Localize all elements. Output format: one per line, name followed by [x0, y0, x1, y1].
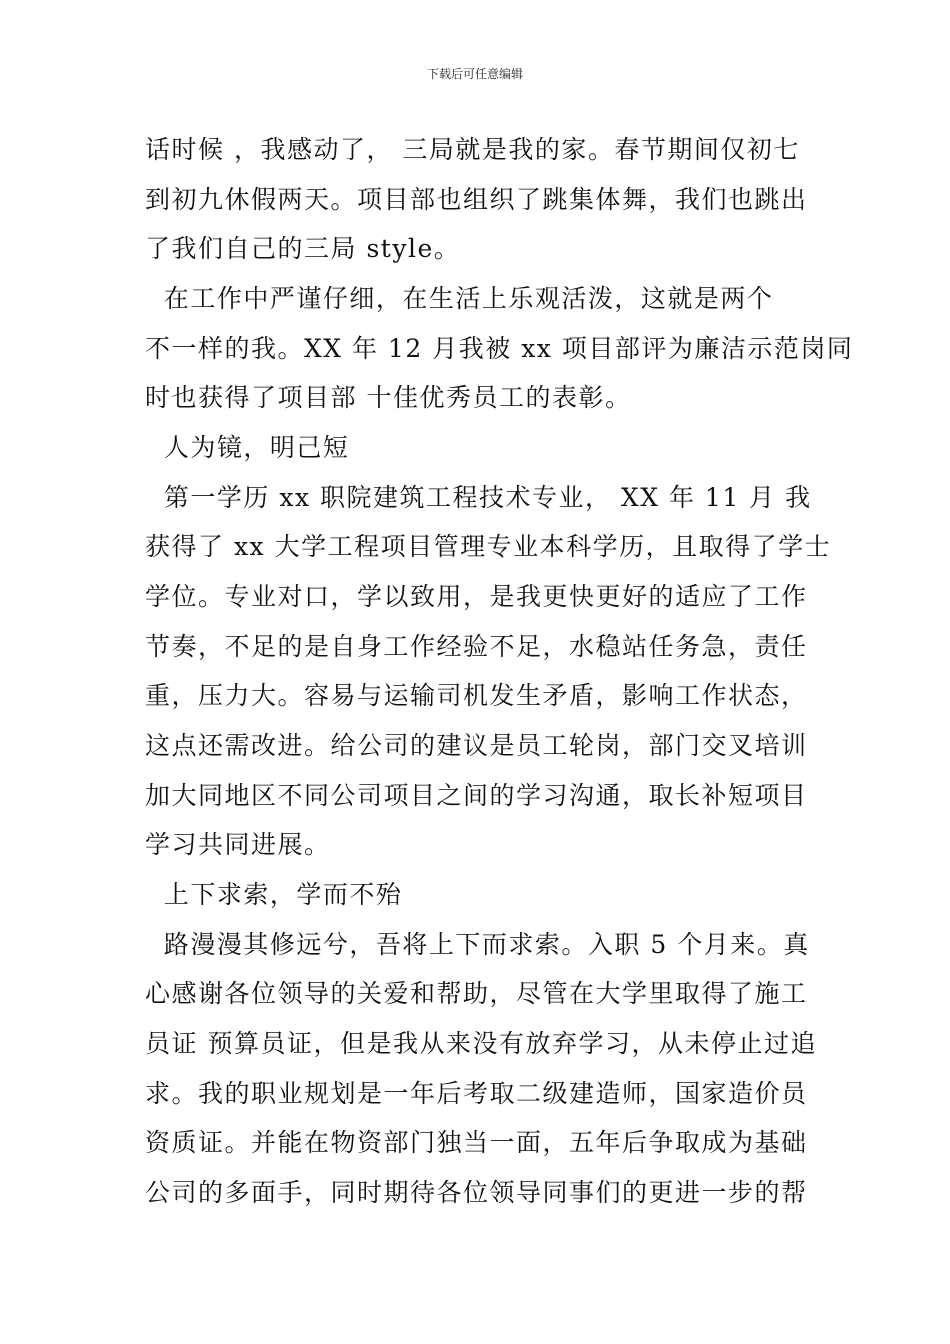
section-heading: 上下求索，学而不殆 [145, 880, 403, 909]
page-header: 下载后可任意编辑 [426, 67, 523, 81]
body-line: 重，压力大。容易与运输司机发生矛盾，影响工作状态， [145, 681, 808, 710]
body-line: 学位。专业对口，学以致用，是我更快更好的适应了工作 [145, 582, 808, 611]
body-line: 员证 预算员证，但是我从来没有放弃学习，从未停止过追 [145, 1029, 817, 1058]
body-line: 学习共同进展。 [145, 830, 331, 859]
body-line: 求。我的职业规划是一年后考取二级建造师，国家造价员 [145, 1079, 808, 1108]
body-line: 不一样的我。XX 年 12 月我被 xx 项目部评为廉洁示范岗同 [145, 334, 854, 363]
body-line: 第一学历 xx 职院建筑工程技术专业， XX 年 11 月 我 [145, 483, 812, 512]
body-line: 话时候 ，我感动了， 三局就是我的家。春节期间仅初七 [145, 135, 800, 164]
body-line: 这点还需改进。给公司的建议是员工轮岗，部门交叉培训 [145, 731, 808, 760]
section-heading: 人为镜，明己短 [145, 433, 350, 462]
body-line: 公司的多面手，同时期待各位领导同事们的更进一步的帮 [145, 1178, 808, 1207]
body-line: 节奏，不足的是自身工作经验不足，水稳站任务急，责任 [145, 632, 808, 661]
body-line: 了我们自己的三局 style。 [145, 234, 461, 263]
body-line: 心感谢各位领导的关爱和帮助，尽管在大学里取得了施工 [145, 979, 808, 1008]
body-line: 获得了 xx 大学工程项目管理专业本科学历，且取得了学士 [145, 532, 832, 561]
body-line: 资质证。并能在物资部门独当一面，五年后争取成为基础 [145, 1128, 808, 1157]
body-line: 在工作中严谨仔细，在生活上乐观活泼，这就是两个 [145, 284, 774, 313]
body-line: 到初九休假两天。项目部也组织了跳集体舞，我们也跳出 [145, 185, 808, 214]
body-line: 时也获得了项目部 十佳优秀员工的表彰。 [145, 383, 632, 412]
body-line: 路漫漫其修远兮，吾将上下而求索。入职 5 个月来。真 [145, 930, 810, 959]
body-line: 加大同地区不同公司项目之间的学习沟通，取长补短项目 [145, 781, 808, 810]
